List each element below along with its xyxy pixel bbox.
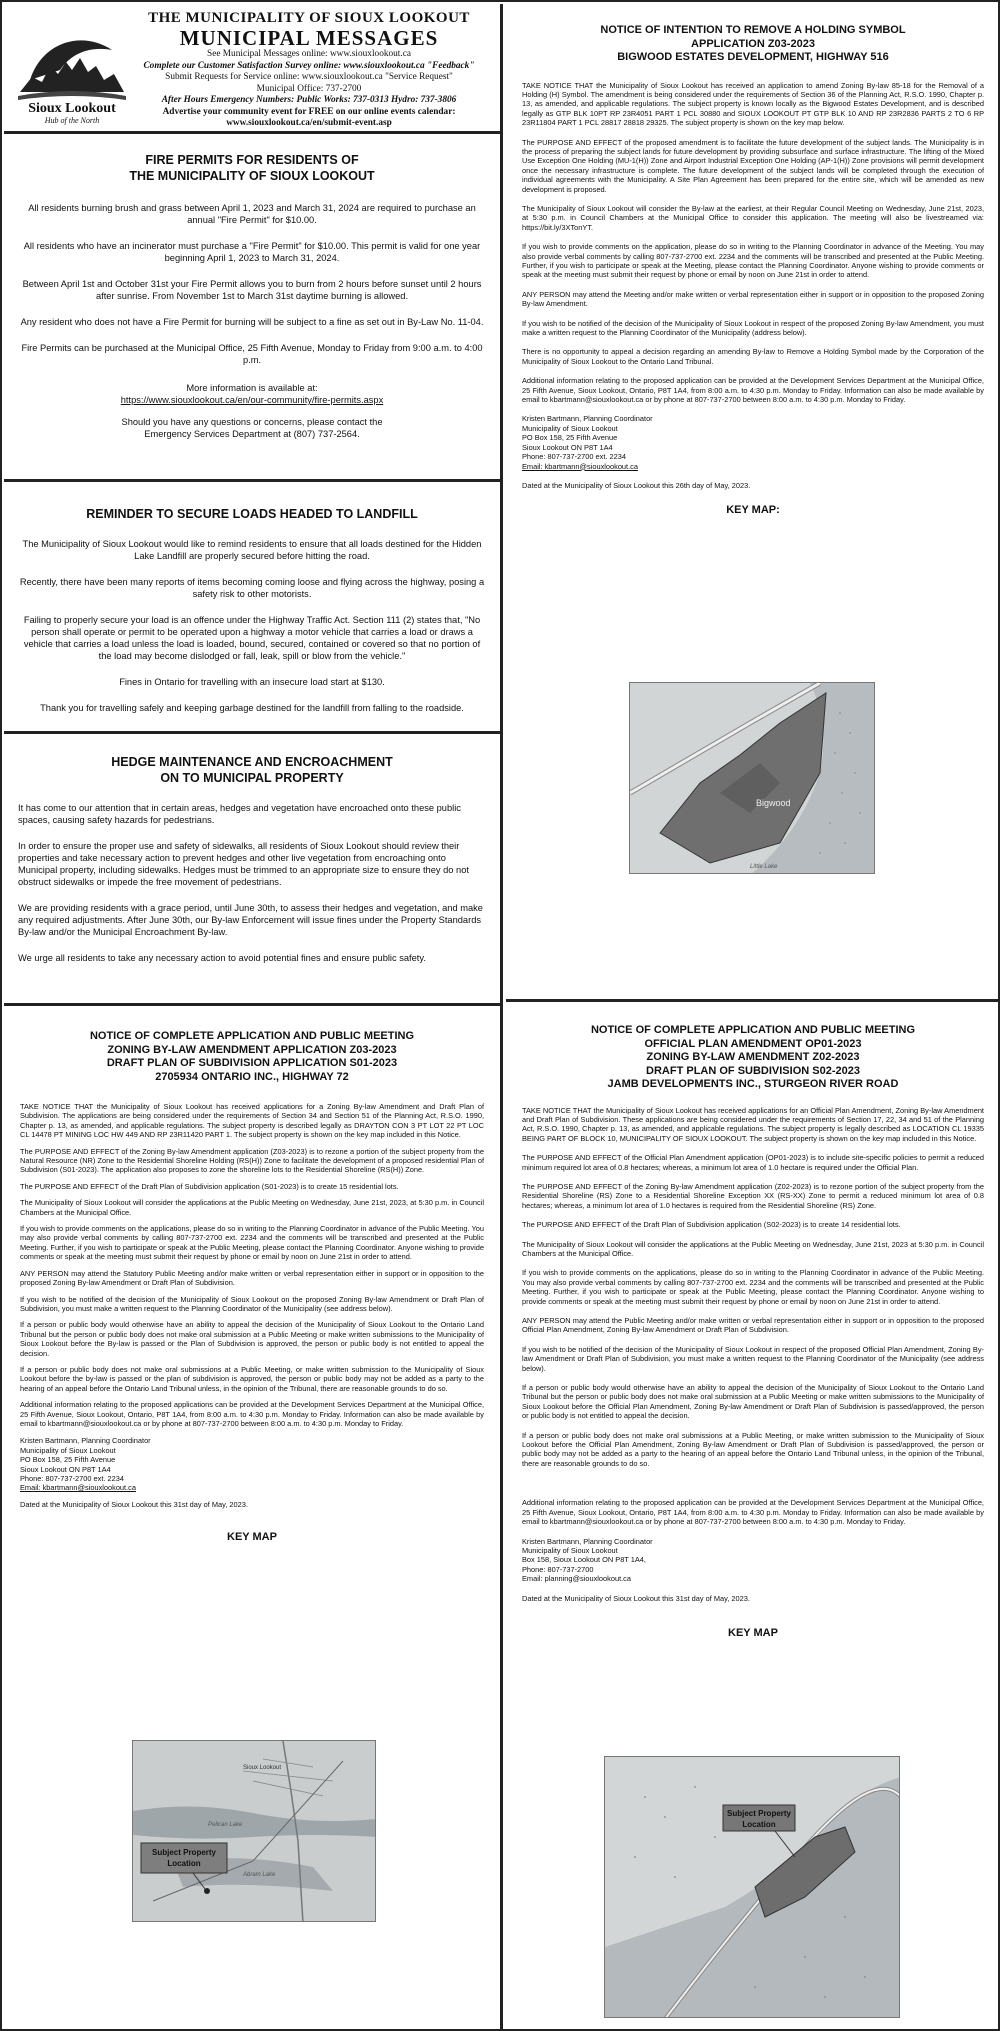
key-map-title: KEY MAP (227, 1531, 277, 1544)
sioux-lookout-logo-icon (12, 22, 132, 128)
notice-title: NOTICE OF COMPLETE APPLICATION AND PUBLIC MEETING (89, 1030, 415, 1042)
masthead (4, 4, 500, 134)
svg-text:Abram Lake: Abram Lake (243, 1872, 276, 1878)
masthead-line: See Municipal Messages online: www.siouxlookout.ca (207, 49, 411, 59)
left-column (4, 4, 503, 2031)
key-map-image (604, 1756, 900, 2018)
notice-jamb-developments: NOTICE OF COMPLETE APPLICATION AND PUBLIC MEETING OFFICIAL PLAN AMENDMENT OP01-2023 ZONING BY-LAW AMENDMENT Z02-2023 DRAFT PLAN OF SUBDIVISION S02-2023 JAMB DEVELOPMENTS INC., STURGEON RIVER ROAD TAKE NOTICE THAT the Municipality of Sioux Lookout has received applications for an Official Plan Amendment, Zoning By-law Amendment and Draft Plan of Subdivision. These applications are being considered under the requirements of Section 17, 22, 34 and 51 of the Planning Act, R.S.O. 1990, Chapter p. 13, as amended, and applicable regulations. The subject property is legally described as LOCATION CL 19335 BEING PART OF BLOCK 10, MUNICIPALITY OF SIOUX LOOKOUT. The subject property is shown on the key map included in this Notice. The PURPOSE AND EFFECT of the Official Plan Amendment application (OP01-2023) is to include site-specific policies to permit a reduced minimum required lot area of 0.8 hectares; whereas, a minimum lot area of 1.0 hectare is required under the Official Plan. The PURPOSE AND EFFECT of the Zoning By-law Amendment application (Z02-2023) is to rezone portion of the subject property from the Residential Shoreline (RS) Zone to a Residential Shoreline Exception XX (RS-XX) Zone to permit a reduced minimum lot area of 0.8 hectares; whereas, a minimum lot area of 1.0 hectares is required from the Residential Shoreline (RS) Zone. The PURPOSE AND EFFECT of the Draft Plan of Subdivision application (S02-2023) is to create 14 residential lots. The Municipality of Sioux Lookout will consider the applications at the Public Meeting on Wednesday, June 21st, 2023 at 5:30 p.m. in Council Chambers at the Municipal Office. If you wish to provide comments on the applications, please do so in writing to the Planning Coordinator in advance of the Public Meeting. You may also provide verbal comments by calling 807-737-2700 ext. 2234 and the comments will be transcribed and presented at the Public Meeting. Further, if you wish to participate or speak at the Public Meeting, please contact the Planning Coordinator. Anyone wishing to provide comments or speak at the meeting must submit their request by phone or email by noon on June 21st in order to attend. ANY PERSON may attend the Public Meeting and/or make written or verbal representation either in support or in opposition to the proposed Official Plan Amendment, Zoning By-law Amendment or Draft Plan of Subdivision. If you wish to be notified of the decision of the Municipality of Sioux Lookout in respect of the proposed Official Plan Amendment, Zoning By-law Amendment or Draft Plan of Subdivision, you must make a written request to the Planning Coordinator of the Municipality (see address below). If a person or public body would otherwise have an ability to appeal the decision of the Municipality of Sioux Lookout to the Ontario Land Tribunal but the person or public body does not make oral submission at a Public Meeting or make written submissions to the Municipality of Sioux Lookout before the Official Plan Amendment, Zoning By-law Amendment or Draft Plan of Subdivision is passed/approved, the person or public body is not entitled to appeal the decision. If a person or public body does not make oral submissions at a Public Meeting, or make written submission to the Municipality of Sioux Lookout before the Official Plan Amendment, Zoning By-law Amendment or Draft Plan of Subdivision is passed/approved, the person or public body may not be added as a party to the hearing of an appeal before the Ontario Land Tribunal unless, in the opinion of the Tribunal, there are reasonable grounds to do so. Additional information relating to the proposed application can be provided at the Development Services Department at the Municipal Office, 25 Fifth Avenue, Sioux Lookout, Ontario, P8T 1A4, from 8:00 a.m. to 4:30 p.m. Monday to Friday. Information can also be made available by email to kbartmann@siouxlookout.ca or by phone at 807-737-2700 between 8:00 a.m. to 4:30 p.m. Monday to Friday. Kristen Bartmann, Planning Coordinator Municipality of Sioux Lookout Box 158, Sioux Lookout ON P8T 1A4, Phone: 807-737-2700 Email: planning@siouxlookout.ca Dated at the Municipality of Sioux Lookout this 31st day of May, 2023. KEY MAP Subject Property Location (506, 1002, 1000, 2031)
svg-text:Location: Location (167, 1859, 201, 1868)
masthead-line: Advertise your community event for FREE on our online events calendar: (162, 106, 456, 117)
secure-loads-section: REMINDER TO SECURE LOADS HEADED TO LANDFILL The Municipality of Sioux Lookout would like to remind residents to ensure that all loads destined for the Hidden Lake Landfill are properly secured before hitting the road. Recently, there have been many reports of items becoming coming loose and flying across the highway, posing a safety risk to other motorists. Failing to properly secure your load is an offence under the Highway Traffic Act. Section 111 (2) states that, "No person shall operate or permit to be operated upon a highway a motor vehicle that carries a load or draws a vehicle that carries a load unless the load is loaded, bound, secured, contained or covered so that no portion of the load may become dislodged or fall, leak, spill or blow from the vehicle." Fines in Ontario for travelling with an insecure load start at $130. Thank you for travelling safely and keeping garbage destined for the landfill from falling to the roadside. (4, 482, 500, 734)
fire-permits-link[interactable]: https://www.siouxlookout.ca/en/our-community/fire-permits.aspx (120, 395, 384, 405)
notice-title: ZONING BY-LAW AMENDMENT Z02-2023 (646, 1051, 860, 1063)
notice-title: 2705934 ONTARIO INC., HIGHWAY 72 (155, 1070, 349, 1083)
notice-title: ZONING BY-LAW AMENDMENT APPLICATION Z03-2023 (107, 1043, 397, 1056)
svg-text:Little Lake: Little Lake (750, 864, 778, 870)
notice-title: NOTICE OF INTENTION TO REMOVE A HOLDING SYMBOL (600, 24, 906, 36)
key-map-title: KEY MAP: (726, 504, 780, 517)
section-title: HEDGE MAINTENANCE AND ENCROACHMENT (111, 755, 393, 769)
svg-text:Sioux Lookout: Sioux Lookout (28, 101, 116, 116)
notice-title: APPLICATION Z03-2023 (691, 37, 815, 50)
masthead-line: After Hours Emergency Numbers: Public Works: 737-0313 Hydro: 737-3806 (161, 95, 457, 105)
fire-permits-section: FIRE PERMITS FOR RESIDENTS OF THE MUNICIPALITY OF SIOUX LOOKOUT All residents burning brush and grass between April 1, 2023 and March 31, 2024 are required to purchase an annual "Fire Permit" for $10.00. All residents who have an incinerator must purchase a "Fire Permit" for $10.00. This permit is valid for one year beginning April 1, 2023 to March 31, 2024. Between April 1st and October 31st your Fire Permit allows you to burn from 2 hours before sunset until 2 hours after sunrise. From November 1st to March 31st daytime burning is allowed. Any resident who does not have a Fire Permit for burning will be subject to a fine as set out in By-Law No. 11-04. Fire Permits can be purchased at the Municipal Office, 25 Fifth Avenue, Monday to Friday from 9:00 a.m. to 4:00 p.m. More information is available at: https://www.siouxlookout.ca/en/our-community/fire-permits.aspx Should you have any questions or concerns, please contact the Emergency Services Department at (807) 737-2564. (4, 134, 500, 482)
contact-address: Kristen Bartmann, Planning Coordinator Municipality of Sioux Lookout PO Box 158, 25 Fifth Avenue Sioux Lookout ON P8T 1A4 Phone: 807-737-2700 ext. 2234 Email: kbartmann@siouxlookout.ca (522, 414, 653, 471)
svg-text:Subject Property: Subject Property (726, 1809, 792, 1818)
notice-title: DRAFT PLAN OF SUBDIVISION S02-2023 (646, 1064, 860, 1077)
section-title: REMINDER TO SECURE LOADS HEADED TO LANDFILL (86, 507, 418, 521)
right-column (506, 4, 1000, 2031)
masthead-title: THE MUNICIPALITY OF SIOUX LOOKOUT (148, 10, 470, 26)
svg-text:Bigwood: Bigwood (756, 798, 791, 808)
svg-text:Subject Property: Subject Property (151, 1848, 217, 1857)
svg-text:Hub of the North: Hub of the North (44, 116, 100, 125)
key-map-title: KEY MAP (728, 1626, 778, 1639)
masthead-line: www.siouxlookout.ca/en/submit-event.asp (226, 118, 392, 128)
notice-remove-holding-symbol: NOTICE OF INTENTION TO REMOVE A HOLDING SYMBOL APPLICATION Z03-2023 BIGWOOD ESTATES DEVELOPMENT, HIGHWAY 516 TAKE NOTICE THAT the Municipality of Sioux Lookout has received an application to amend Zoning By-law 85-18 for the Removal of a Holding (H) Symbol. The amendment is being considered under the requirements of Section 36 of the Planning Act, R.S.O. 1990, Chapter p. 13, as amended, and applicable regulations. The subject property is known locally as the Bigwood Estates Development, and is described legally as GTP BLK 10PT RP 23R4051 PART 1 PCL 30880 and SIOUX LOOKOUT PT GTP BLK 10 AND RP 23R2836 PARTS 2 TO 6 RP 23R11804 PART 1 PCL 28817 28818 29325. The subject property is shown on the key map below. The PURPOSE AND EFFECT of the proposed amendment is to facilitate the future development of the subject lands. The Municipality is in the process of preparing the subject lands for future development by providing subsurface and surface infrastructure. The lifting of the Mixed Use Exception One Holding (MU-1(H)) Zone and Airport Industrial Exception One Holding (AP-1(H)) Zone provisions will permit development once the necessary infrastructure is complete. The future development of the subject lands will be completed through the execution of individual agreements with the Municipality. A Site Plan Agreement has been prepared for the entire site, which will be amended as new development is proposed. The Municipality of Sioux Lookout will consider the By-law at the earliest, at their Regular Council Meeting on Wednesday, June 21st, 2023, at 5:30 p.m. in Council Chambers at the Municipal Office to consider this application. The meeting will also be livestreamed via: https://bit.ly/3XTonYT. If you wish to provide comments on the application, please do so in writing to the Planning Coordinator in advance of the Meeting. You may also provide verbal comments by calling 807-737-2700 ext. 2234 and the comments will be transcribed and presented at the Public Meeting. Further, if you wish to participate or speak at the Meeting, please contact the Planning Coordinator. Anyone wishing to provide comments or speak at the meeting must submit their request by phone or email by noon on June 21st in order to attend. ANY PERSON may attend the Meeting and/or make written or verbal representation either in support or in opposition to the proposed Zoning By-law Amendment. If you wish to be notified of the decision of the Municipality of Sioux Lookout in respect of the proposed Zoning By-law Amendment, you must make a written request to the Planning Coordinator of the Municipality (address below). There is no opportunity to appeal a decision regarding an amending By-law to Remove a Holding Symbol made by the Corporation of the Municipality of Sioux Lookout to the Ontario Land Tribunal. Additional information relating to the proposed application can be provided at the Development Services Department at the Municipal Office, 25 Fifth Avenue, Sioux Lookout, Ontario, P8T 1A4, from 8:00 a.m. to 4:30 p.m. Monday to Friday. Information can also be made available by email to kbartmann@siouxlookout.ca or by phone at 807-737-2700 between 8:00 a.m. to 4:30 p.m. Monday to Friday. Kristen Bartmann, Planning Coordinator Municipality of Sioux Lookout PO Box 158, 25 Fifth Avenue Sioux Lookout ON P8T 1A4 Phone: 807-737-2700 ext. 2234 Email: kbartmann@siouxlookout.ca Dated at the Municipality of Sioux Lookout this 26th day of May, 2023. KEY MAP: Bigwood Little Lake (506, 4, 1000, 1002)
section-title: THE MUNICIPALITY OF SIOUX LOOKOUT (129, 169, 375, 183)
svg-text:Pelican Lake: Pelican Lake (208, 1822, 243, 1828)
masthead-line: Municipal Office: 737-2700 (256, 83, 362, 94)
contact-address: Kristen Bartmann, Planning Coordinator Municipality of Sioux Lookout PO Box 158, 25 Fifth Avenue Sioux Lookout ON P8T 1A4 Phone: 807-737-2700 ext. 2234 Email: kbartmann@siouxlookout.ca (20, 1436, 151, 1493)
contact-address: Kristen Bartmann, Planning Coordinator Municipality of Sioux Lookout Box 158, Sioux Lookout ON P8T 1A4, Phone: 807-737-2700 Email: planning@siouxlookout.ca (522, 1536, 653, 1584)
section-title: ON TO MUNICIPAL PROPERTY (160, 771, 344, 785)
notice-title: DRAFT PLAN OF SUBDIVISION APPLICATION S01-2023 (106, 1057, 398, 1069)
masthead-line: Complete our Customer Satisfaction Survey online: www.siouxlookout.ca "Feedback" (143, 60, 475, 71)
notice-title: BIGWOOD ESTATES DEVELOPMENT, HIGHWAY 516 (617, 51, 889, 63)
email-link[interactable]: Email: kbartmann@siouxlookout.ca (20, 1483, 136, 1493)
email-link[interactable]: Email: kbartmann@siouxlookout.ca (522, 461, 638, 471)
svg-text:Sioux Lookout: Sioux Lookout (243, 1765, 282, 1771)
key-map-image (132, 1740, 376, 1922)
key-map-image (629, 682, 875, 874)
notice-zoning-z03: NOTICE OF COMPLETE APPLICATION AND PUBLIC MEETING ZONING BY-LAW AMENDMENT APPLICATION Z03-2023 DRAFT PLAN OF SUBDIVISION APPLICATION S01-2023 2705934 ONTARIO INC., HIGHWAY 72 TAKE NOTICE THAT the Municipality of Sioux Lookout has received applications for a Zoning By-law Amendment and Draft Plan of Subdivision. The applications are being considered under the requirements of Section 34 and Section 51 of the Planning Act, R.S.O. 1990, Chapter p. 13, as amended, and applicable regulations. The subject property is described legally as DRAYTON CON 3 PT LOT 22 PT LOC CL 14478 PT MINING LOC HW 449 AND RP 23R11420 PART 1. The subject property is shown on the key map included in this Notice. The PURPOSE AND EFFECT of the Zoning By-law Amendment application (Z03-2023) is to rezone a portion of the subject property from the Natural Resource (NR) Zone to the Residential Shoreline Holding (RS(H)) Zone to facilitate the development of a proposed residential Plan of Subdivision (S01-2023). The application also proposes to zone the shoreline lots to the Residential Shoreline (RS(H)) Zone. The PURPOSE AND EFFECT of the Draft Plan of Subdivision application (S01-2023) is to create 15 residential lots. The Municipality of Sioux Lookout will consider the applications at the Public Meeting on Wednesday, June 21st, 2023, at 5:30 p.m. in Council Chambers at the Municipal Office. If you wish to provide comments on the applications, please do so in writing to the Planning Coordinator in advance of the Public Meeting. You may also provide verbal comments by calling 807-737-2700 ext. 2234 and the comments will be transcribed and presented at the Public Meeting. Further, if you wish to participate or speak at the Public Meeting, please contact the Planning Coordinator. Anyone wishing to provide comments or speak at the meeting must submit their request by phone or email by noon on June 21st in order to attend. ANY PERSON may attend the Statutory Public Meeting and/or make written or verbal representation either in support or in opposition to the proposed Zoning By-law Amendment or Draft Plan of Subdivision. If you wish to be notified of the decision of the Municipality of Sioux Lookout on the proposed Zoning By-law Amendment or Draft Plan of Subdivision, you must make a written request to the Planning Coordinator of the Municipality (see address below). If a person or public body would otherwise have an ability to appeal the decision of the Municipality of Sioux Lookout to the Ontario Land Tribunal but the person or public body does not make oral submission at a Public Meeting or make written submissions to the Municipality of Sioux Lookout before the By-law is passed or the Plan of Subdivision is approved, the person or public body is not entitled to appeal the decision. If a person or public body does not make oral submissions at a Public Meeting, or make written submission to the Municipality of Sioux Lookout before the by-law is passed or the plan of subdivision is approved, the person or public body may not be added as a party to the hearing of an appeal before the Ontario Land Tribunal unless, in the opinion of the Tribunal, there are reasonable grounds to do so. Additional information relating to the proposed applications can be provided at the Development Services Department at the Municipal Office, 25 Fifth Avenue, Sioux Lookout, Ontario, P8T 1A4, from 8:00 a.m. to 4:30 p.m. Monday to Friday. Information can also be made available by email to kbartmann@siouxlookout.ca or by phone at 807-737-2700 between 8:00 a.m. to 4:30 p.m. Monday to Friday. Kristen Bartmann, Planning Coordinator Municipality of Sioux Lookout PO Box 158, 25 Fifth Avenue Sioux Lookout ON P8T 1A4 Phone: 807-737-2700 ext. 2234 Email: kbartmann@siouxlookout.ca Dated at the Municipality of Sioux Lookout this 31st day of May, 2023. KEY MAP Sioux Lookout Pelican Lake Abram Lake Subject Property Location (4, 1006, 500, 2031)
svg-text:Location: Location (742, 1820, 776, 1829)
notice-title: JAMB DEVELOPMENTS INC., STURGEON RIVER ROAD (607, 1078, 899, 1090)
section-title: FIRE PERMITS FOR RESIDENTS OF (145, 153, 359, 167)
hedge-maintenance-section: HEDGE MAINTENANCE AND ENCROACHMENT ON TO MUNICIPAL PROPERTY It has come to our attention that in certain areas, hedges and vegetation have encroached onto these public spaces, causing safety hazards for pedestrians. In order to ensure the proper use and safety of sidewalks, all residents of Sioux Lookout should review their properties and take necessary action to prevent hedges and other live vegetation from encroaching onto Municipal property, including sidewalks. Hedges must be trimmed to an appropriate size to ensure they do not obstruct sidewalks or impede the free movement of pedestrians. We are providing residents with a grace period, until June 30th, to assess their hedges and vegetation, and make any required adjustments. After June 30th, our By-law Enforcement will issue fines under the Property Standards By-law and/or the Municipal Encroachment By-law. We urge all residents to take any necessary action to avoid potential fines and ensure public safety. (4, 734, 500, 1006)
masthead-subtitle: MUNICIPAL MESSAGES (179, 26, 439, 50)
notice-title: OFFICIAL PLAN AMENDMENT OP01-2023 (644, 1037, 862, 1050)
notice-title: NOTICE OF COMPLETE APPLICATION AND PUBLIC MEETING (590, 1024, 916, 1036)
masthead-line: Submit Requests for Service online: www.siouxlookout.ca "Service Request" (165, 72, 453, 82)
